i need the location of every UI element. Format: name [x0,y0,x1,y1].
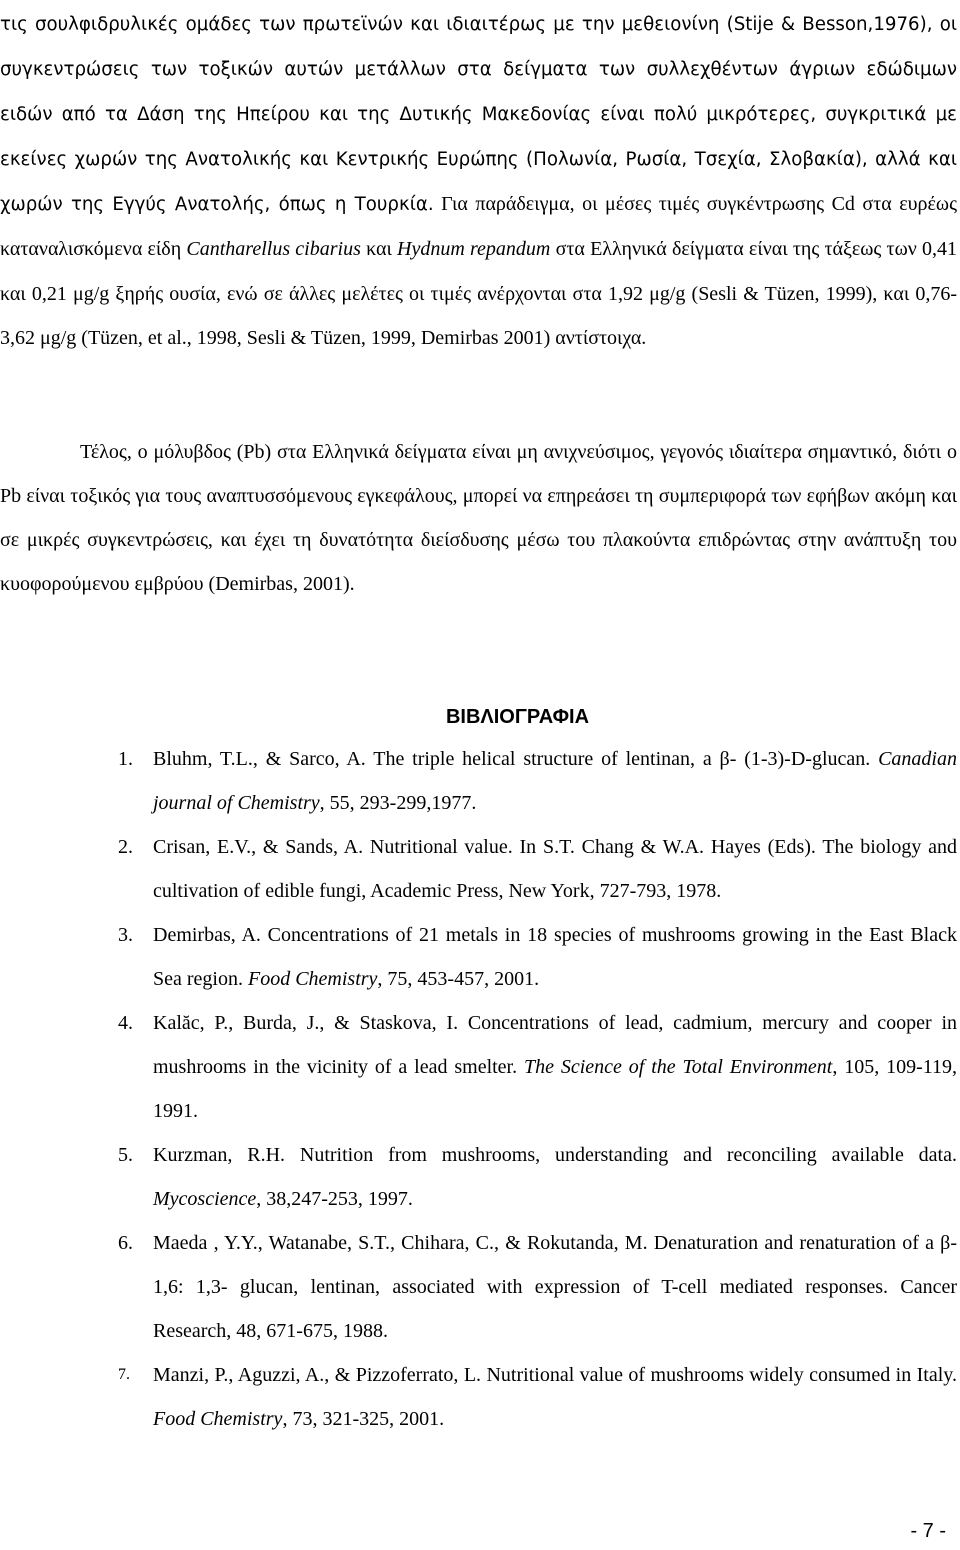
reference-text: Kurzman, R.H. Nutrition from mushrooms, understanding and reconciling available data. [153,1144,957,1166]
reference-item [0,1133,957,1221]
paragraph-1-segment-d: και [360,238,398,261]
reference-details: , 38,247-253, 1997. [256,1188,413,1210]
reference-item [0,913,957,1001]
reference-text: Crisan, E.V., & Sands, A. Nutritional value. In S.T. Chang & W.A. Hayes (Eds). The biology and cultivation of edible fungi, Academic Press, New York, 727-793, 1978. [153,836,957,902]
reference-text: Manzi, P., Aguzzi, A., & Pizzoferrato, L. Nutritional value of mushrooms widely consumed in Italy. [153,1364,957,1386]
reference-number: 4. [118,1012,133,1034]
reference-item [0,737,957,825]
paragraph-1-segment-b: Για παράδειγμα, οι μέσες τιμές συγκέντρωσης Cd στα ευρέως καταναλισκόμενα είδη [0,193,957,261]
reference-number: 5. [118,1144,133,1166]
reference-number: 7. [118,1366,130,1383]
bibliography-heading: ΒΙΒΛΙΟΓΡΑΦΙΑ [445,706,590,728]
reference-list [0,737,960,1441]
reference-number: 2. [118,836,133,858]
paragraph-1-segment-f: στα Ελληνικά δείγματα είναι της τάξεως των 0,41 και 0,21 μg/g ξηρής ουσία, ενώ σε άλλες μελέτες οι τιμές ανέρχονται στα 1,92 μg/g (Sesli & Tüzen, 1999), και 0,76-3,62 μg/g (Tüzen, et al., 1998, Sesli & Tüzen, 1999, Demirbas 2001) αντίστοιχα. [0,238,958,349]
reference-text: Kalăc, P., Burda, J., & Staskova, I. Concentrations of lead, cadmium, mercury and cooper in mushrooms in the vicinity of a lead smelter. [153,1012,957,1078]
body-paragraph-2: Τέλος, ο μόλυβδος (Pb) στα Ελληνικά δείγματα είναι μη ανιχνεύσιμος, γεγονός ιδιαίτερα σημαντικό, διότι ο Pb είναι τοξικός για τους αναπτυσσόμενους εγκεφάλους, μπορεί να επηρεάσει τη συμπεριφορά των εφήβων ακόμη και σε μικρές συγκεντρώσεις, και έχει τη δυνατότητα διείσδυσης μέσω του πλακούντα επιδρώντας στην ανάπτυξη του κυοφορούμενου εμβρύου (Demirbas, 2001). [0,441,957,595]
reference-journal: Food Chemistry [153,1408,283,1430]
reference-item [0,1353,957,1441]
page-number: - 7 - [910,1520,946,1542]
reference-number: 1. [118,748,133,770]
reference-details: , 105, 109-119, 1991. [153,1056,957,1122]
reference-journal: Mycoscience [153,1188,257,1210]
reference-item [0,1221,957,1353]
paragraph-1-greek-segment: τις σουλφιδρυλικές ομάδες των πρωτεϊνών και ιδιαιτέρως με την μεθειονίνη (Stije & Besson,1976), οι συγκεντρώσεις των τοξικών αυτών μετάλλων στα δείγματα των συλλεχθέντων άγριων εδώδιμων ειδών από τα Δάση της Ηπείρου και της Δυτικής Μακεδονίας είναι πολύ μικρότερες, συγκριτικά με εκείνες χωρών της Ανατολικής και Κεντρικής Ευρώπης (Πολωνία, Ρωσία, Τσεχία, Σλοβακία), αλλά και χωρών της Εγγύς Ανατολής, όπως η Τουρκία. [0,14,957,216]
reference-details: , 75, 453-457, 2001. [377,968,540,990]
reference-journal: Canadian journal of Chemistry [153,748,957,814]
species-name-hydnum: Hydnum repandum [397,238,551,261]
reference-journal: Food Chemistry [247,968,378,990]
reference-details: , 73, 321-325, 2001. [282,1408,445,1430]
reference-number: 6. [118,1232,133,1254]
species-name-cantharellus: Cantharellus cibarius [186,238,361,261]
reference-text: Maeda , Y.Y., Watanabe, S.T., Chihara, C., & Rokutanda, M. Denaturation and renaturation of a β- 1,6: 1,3- glucan, lentinan, associated with expression of T-cell mediated responses. Cancer Research, 48, 671-675, 1988. [153,1232,957,1342]
reference-details: , 55, 293-299,1977. [319,792,477,814]
reference-item [0,825,957,913]
body-paragraph-1 [0,2,957,360]
reference-item [0,1001,957,1133]
reference-number: 3. [118,924,133,946]
reference-text: Bluhm, T.L., & Sarco, A. The triple helical structure of lentinan, a β- (1-3)-D-glucan. [153,748,879,770]
reference-text: Demirbas, A. Concentrations of 21 metals in 18 species of mushrooms growing in the East Black Sea region. [153,924,957,990]
reference-journal: The Science of the Total Environment [523,1056,833,1078]
